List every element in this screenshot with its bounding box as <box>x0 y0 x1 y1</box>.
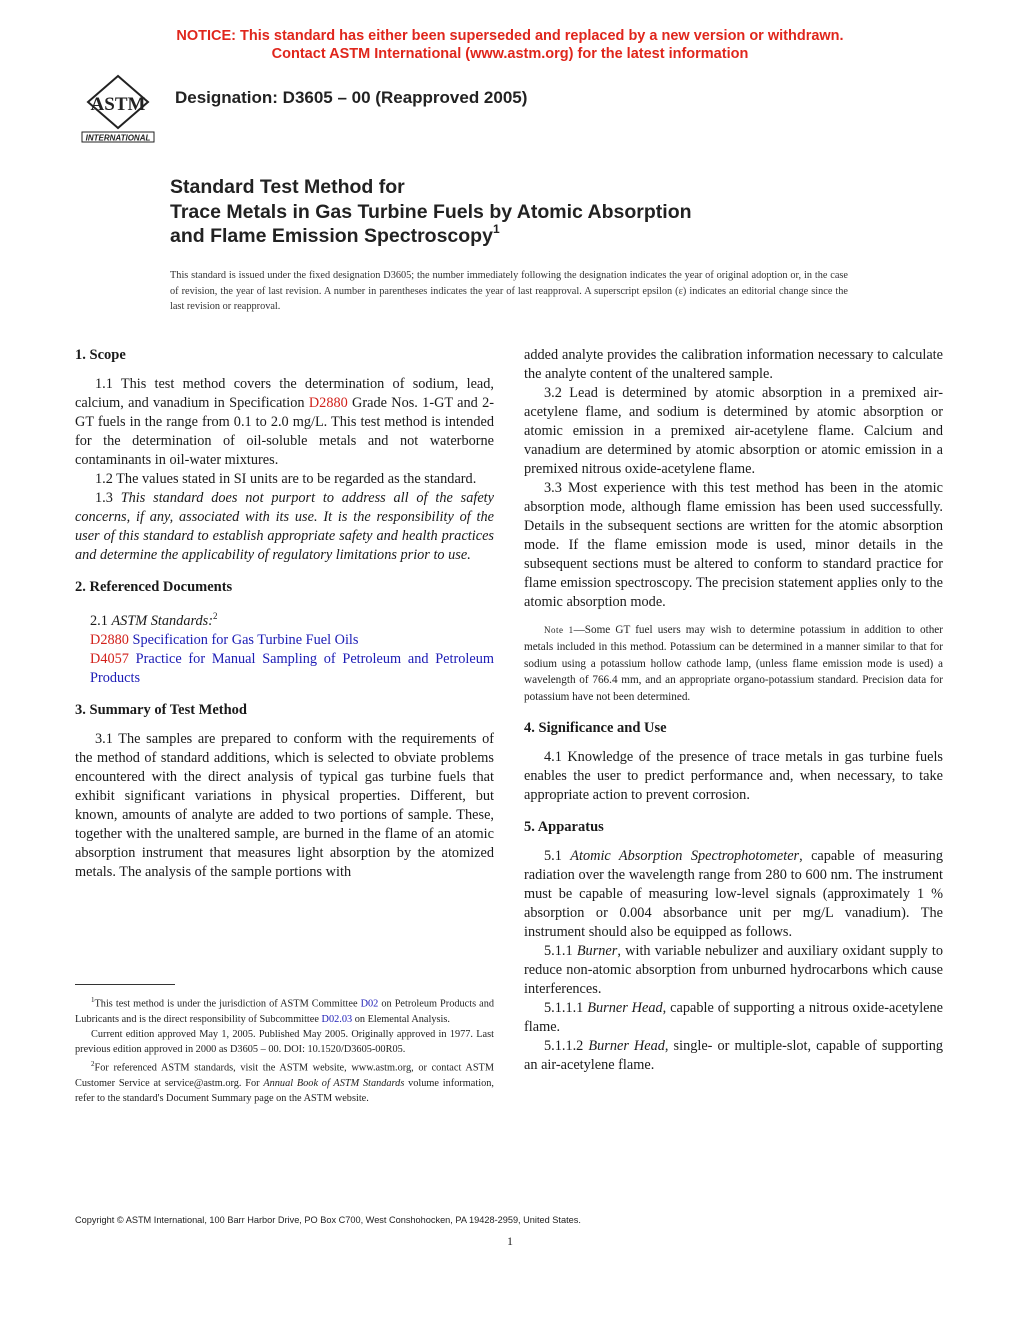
page-number: 1 <box>507 1234 513 1248</box>
apparatus-5-1-1: 5.1.1 Burner, with variable nebulizer and auxiliary oxidant supply to reduce non-atomic absorption from unburned hydrocarbons which cause interferences. <box>524 942 943 997</box>
reference-code[interactable]: D2880 <box>90 631 129 648</box>
section-1-heading: 1. Scope <box>75 347 126 363</box>
logo-text: ASTM <box>90 94 146 115</box>
section-4-heading: 4. Significance and Use <box>524 719 667 736</box>
title-line-2: Trace Metals in Gas Turbine Fuels by Atomic Absorption <box>170 200 692 223</box>
title-line-1: Standard Test Method for <box>170 176 405 198</box>
footnote-1-edition: Current edition approved May 1, 2005. Published May 2005. Originally approved in 1977. Last previous edition approved in 2000 as D3605 – 00. DOI: 10.1520/D3605-00R05. <box>75 1028 494 1056</box>
link-d02[interactable]: D02 <box>360 998 379 1010</box>
link-d2880[interactable]: D2880 <box>308 395 348 411</box>
summary-3-3: 3.3 Most experience with this test method has been in the atomic absorption mode, although flame emission has been used successfully. Details in the subsequent sections are written for the atomic absorption mode. If the flame emission mode is used, minor details in the subsequent sections must be altered to conform to standard practice for flame emission spectroscopy. The precision statement applies only to the atomic absorption mode. <box>524 480 943 610</box>
summary-3-2: 3.2 Lead is determined by atomic absorption in a premixed air-acetylene flame, and sodium is determined by atomic absorption or atomic emission in a premixed air-acetylene flame. Calcium and vanadium are determined by atomic absorption or atomic emission in a premixed nitrous oxide-acetylene flame. <box>524 385 943 477</box>
summary-3-1-continued: added analyte provides the calibration information necessary to calculate the analyte content of the unaltered sample. <box>524 347 943 382</box>
summary-3-1: 3.1 The samples are prepared to conform with the requirements of the method of standard additions, which is selected to obviate problems encountered with the direct analysis of typical gas turbine fuels that exhibit significant variations in physical properties. Different, but known, amounts of analyte are added to two portions of sample. These, together with the unaltered sample, are burned in the flame of an atomic absorption instrument that measures light absorption by the atomized metals. The analysis of the sample portions with <box>75 730 494 880</box>
apparatus-5-1: 5.1 Atomic Absorption Spectrophotometer, capable of measuring radiation over the wavelength range from 280 to 600 nm. The instrument must be capable of measuring low-level signals (approximately 1 % absorption or 0.004 absorbance unit per mg/L vanadium). The instrument should also be equipped as follows. <box>524 847 943 940</box>
apparatus-5-1-1-2: 5.1.1.2 Burner Head, single- or multiple-slot, capable of supporting an air-acetylene flame. <box>524 1037 943 1073</box>
footnote-1: $^1$This test method is under the jurisdiction of ASTM Committee D02 on Petroleum Products and Lubricants and is the direct responsibility of Subcommittee D02.03 on Elemental Analysis. <box>75 996 495 1025</box>
footnote-rule <box>75 984 175 985</box>
preface-text: This standard is issued under the fixed designation D3605; the number immediately following the designation indicates the year of original adoption or, in the case of revision, the year of last revision. A number in parentheses indicates the year of last reapproval. A superscript epsilon (ε) indicates an editorial change since the last revision or reapproval. <box>170 270 848 312</box>
reference-title[interactable]: Specification for Gas Turbine Fuel Oils <box>132 631 359 648</box>
footnotes <box>75 993 494 1106</box>
title-footnote-mark: 1 <box>492 222 500 236</box>
notice-line-2: Contact ASTM International (www.astm.org) for the latest information <box>271 46 749 62</box>
scope-1-1: 1.1 This test method covers the determination of sodium, lead, calcium, and vanadium in Specification D2880 Grade Nos. 1-GT and 2-GT fuels in the range from 0.1 to 2.0 mg/L. This test method is intended for the determination of oil-soluble metals and not waterborne contaminants in oil-water mixtures. <box>75 376 495 468</box>
note-1: Note 1—Some GT fuel users may wish to determine potassium in addition to other metals included in this method. Potassium can be determined in a manner similar to that for sodium using a potassium hollow cathode lamp, (unless flame emission mode is used) a wavelength of 766.4 mm, and an appropriate organo-potassium standard. Precision data for potassium have not been determined. <box>524 624 943 704</box>
note-label: Note 1 <box>544 625 574 635</box>
title-line-3: and Flame Emission Spectroscopy <box>170 225 493 247</box>
footnote-2: $^2$For referenced ASTM standards, visit the ASTM website, www.astm.org, or contact ASTM Customer Service at service@astm.org. For Annual Book of ASTM Standards volume information, refer to the standard's Document Summary page on the ASTM website. <box>75 1060 494 1105</box>
section-3-heading: 3. Summary of Test Method <box>75 701 247 718</box>
withdrawal-notice <box>0 27 1020 63</box>
scope-1-3: 1.3 This standard does not purport to address all of the safety concerns, if any, associated with its use. It is the responsibility of the user of this standard to establish appropriate safety and health practices and determine the applicability of regulatory limitations prior to use. <box>75 490 494 563</box>
referenced-2-1: 2.1 ASTM Standards:$^2$ <box>90 611 218 629</box>
apparatus-5-1-1-1: 5.1.1.1 Burner Head, capable of supporting a nitrous oxide-acetylene flame. <box>524 999 944 1035</box>
right-column <box>524 346 943 1075</box>
astm-logo <box>74 72 162 154</box>
link-d02-03[interactable]: D02.03 <box>321 1013 353 1025</box>
designation: Designation: D3605 – 00 (Reapproved 2005) <box>175 88 528 107</box>
copyright-line: Copyright © ASTM International, 100 Barr Harbor Drive, PO Box C700, West Conshohocken, PA 19428-2959, United States. <box>75 1215 581 1225</box>
significance-4-1: 4.1 Knowledge of the presence of trace metals in gas turbine fuels enables the user to predict performance and, when necessary, to take appropriate action to prevent corrosion. <box>524 748 943 803</box>
logo-subtext: INTERNATIONAL <box>85 133 151 143</box>
document-title <box>170 175 692 249</box>
reference-item[interactable] <box>75 631 494 650</box>
reference-title[interactable]: Practice for Manual Sampling of Petroleum and Petroleum Products <box>90 650 494 686</box>
left-column <box>75 346 494 882</box>
scope-1-2: 1.2 The values stated in SI units are to be regarded as the standard. <box>95 471 477 487</box>
notice-line-1: NOTICE: This standard has either been superseded and replaced by a new version or withdrawn. <box>176 28 844 44</box>
section-2-heading: 2. Referenced Documents <box>75 579 233 595</box>
section-5-heading: 5. Apparatus <box>524 818 604 835</box>
reference-code[interactable]: D4057 <box>90 650 129 667</box>
reference-item[interactable] <box>75 650 494 688</box>
